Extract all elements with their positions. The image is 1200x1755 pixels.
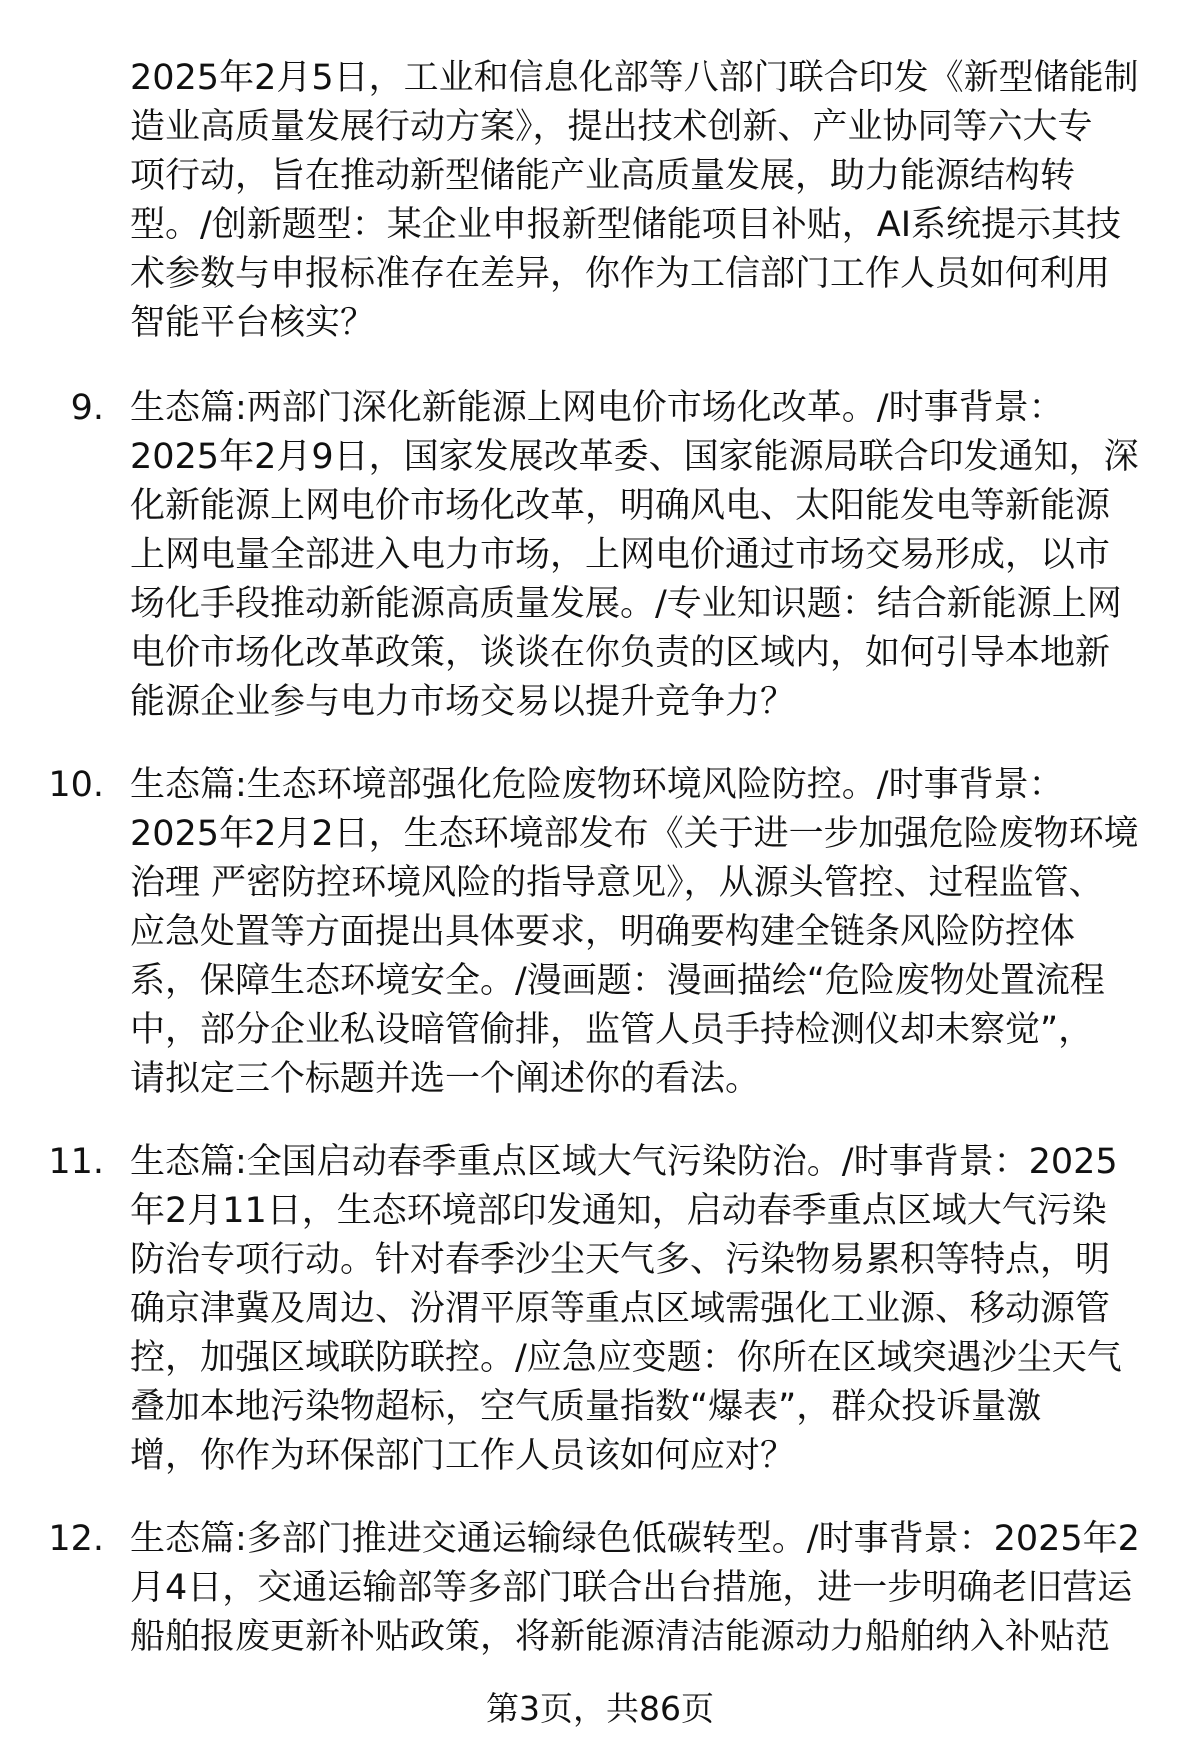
list-item-12 xyxy=(130,1515,1160,1662)
text-line: 生态篇:生态环境部强化危险废物环境风险防控。/时事背景： xyxy=(130,765,1064,805)
text-line: 能源企业参与电力市场交易以提升竞争力？ xyxy=(130,682,796,722)
text-line: 生态篇:两部门深化新能源上网电价市场化改革。/时事背景： xyxy=(130,388,1064,428)
text-line: 防治专项行动。针对春季沙尘天气多、污染物易累积等特点，明 xyxy=(130,1240,1111,1280)
text-line: 智能平台核实？ xyxy=(130,303,376,343)
text-line: 治理 严密防控环境风险的指导意见》，从源头管控、过程监管、 xyxy=(130,863,1104,903)
text-line: 应急处置等方面提出具体要求，明确要构建全链条风险防控体 xyxy=(130,912,1076,952)
text-line: 年2月11日，生态环境部印发通知，启动春季重点区域大气污染 xyxy=(130,1191,1107,1231)
item-number: 10. xyxy=(48,765,104,805)
page-number-footer: 第3页，共86页 xyxy=(486,1689,714,1728)
item-number: 9. xyxy=(70,388,104,428)
text-line: 2025年2月9日，国家发展改革委、国家能源局联合印发通知，深 xyxy=(130,437,1139,477)
text-line: 造业高质量发展行动方案》，提出技术创新、产业协同等六大专 xyxy=(130,107,1093,147)
text-line: 型。/创新题型：某企业申报新型储能项目补贴，AI系统提示其技 xyxy=(130,205,1122,245)
text-line: 2025年2月5日，工业和信息化部等八部门联合印发《新型储能制 xyxy=(130,58,1139,98)
text-line: 化新能源上网电价市场化改革，明确风电、太阳能发电等新能源 xyxy=(130,486,1111,526)
text-line: 增，你作为环保部门工作人员该如何应对？ xyxy=(130,1436,796,1476)
list-item-11 xyxy=(130,1138,1160,1481)
text-line: 2025年2月2日，生态环境部发布《关于进一步加强危险废物环境 xyxy=(130,814,1139,854)
text-line: 上网电量全部进入电力市场，上网电价通过市场交易形成，以市 xyxy=(130,535,1111,575)
text-line: 生态篇:多部门推进交通运输绿色低碳转型。/时事背景：2025年2 xyxy=(130,1519,1140,1559)
text-line: 请拟定三个标题并选一个阐述你的看法。 xyxy=(130,1059,761,1099)
text-line: 船舶报废更新补贴政策，将新能源清洁能源动力船舶纳入补贴范 xyxy=(130,1617,1111,1657)
text-line: 控，加强区域联防联控。/应急应变题：你所在区域突遇沙尘天气 xyxy=(130,1338,1122,1378)
item-8-continuation xyxy=(130,54,1160,348)
list-item-9 xyxy=(130,384,1160,727)
list-item-10 xyxy=(130,761,1160,1104)
text-line: 系，保障生态环境安全。/漫画题：漫画描绘“危险废物处置流程 xyxy=(130,961,1105,1001)
text-line: 电价市场化改革政策，谈谈在你负责的区域内，如何引导本地新 xyxy=(130,633,1111,673)
text-line: 场化手段推动新能源高质量发展。/专业知识题：结合新能源上网 xyxy=(130,584,1122,624)
text-line: 叠加本地污染物超标，空气质量指数“爆表”，群众投诉量激 xyxy=(130,1387,1042,1427)
text-line: 月4日，交通运输部等多部门联合出台措施，进一步明确老旧营运 xyxy=(130,1568,1133,1608)
text-line: 中，部分企业私设暗管偷排，监管人员手持检测仪却未察觉”， xyxy=(130,1010,1094,1050)
text-line: 项行动，旨在推动新型储能产业高质量发展，助力能源结构转 xyxy=(130,156,1076,196)
text-line: 确京津冀及周边、汾渭平原等重点区域需强化工业源、移动源管 xyxy=(130,1289,1111,1329)
item-number: 12. xyxy=(48,1519,104,1559)
text-line: 生态篇:全国启动春季重点区域大气污染防治。/时事背景：2025 xyxy=(130,1142,1118,1182)
text-line: 术参数与申报标准存在差异，你作为工信部门工作人员如何利用 xyxy=(130,254,1111,294)
item-number: 11. xyxy=(48,1142,104,1182)
